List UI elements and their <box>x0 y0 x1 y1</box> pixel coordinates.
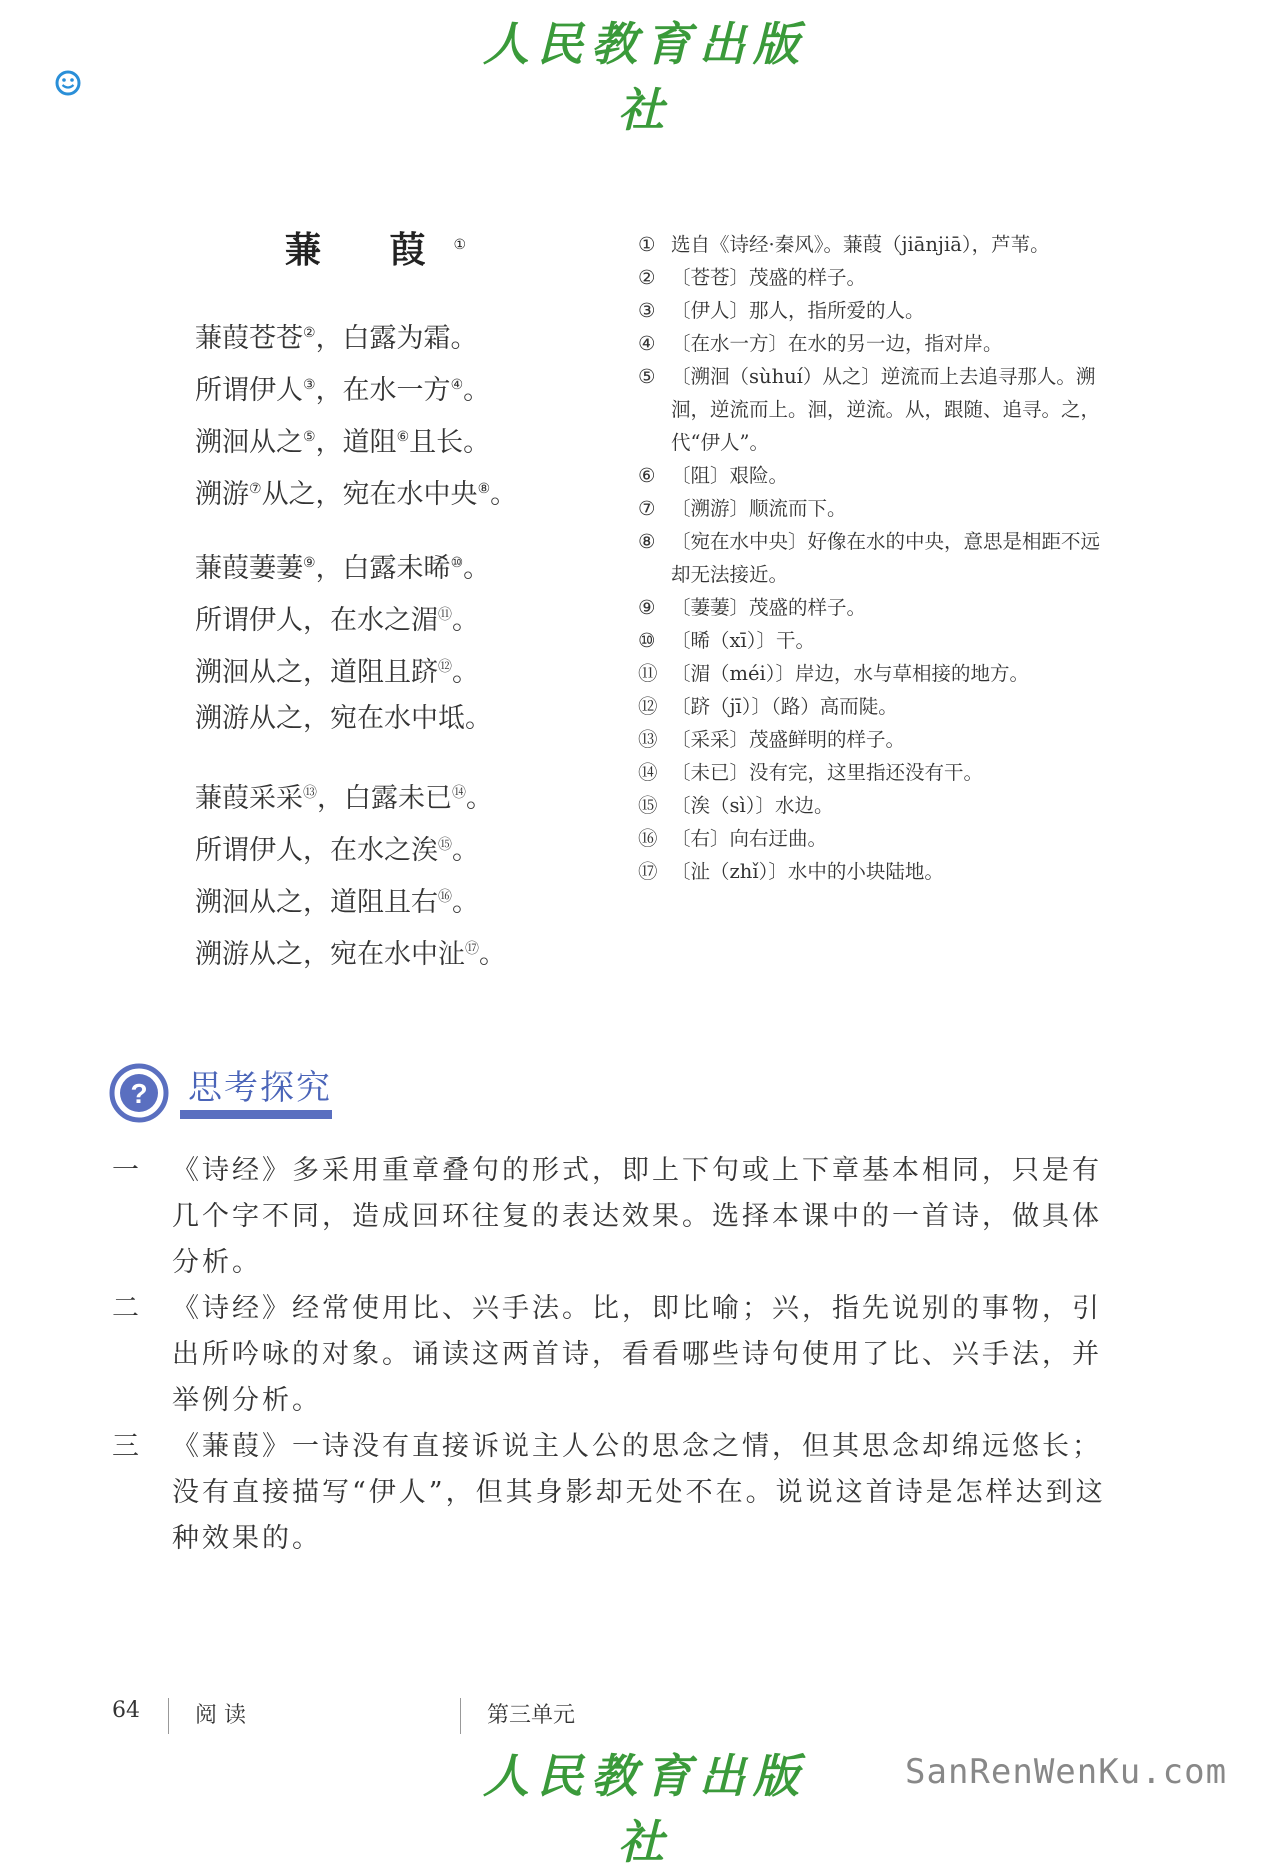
footnote-text: 〔沚（zhǐ）〕水中的小块陆地。 <box>671 860 944 883</box>
footnote-number: ⑤ <box>638 365 656 388</box>
footnote-text: 〔溯洄（sùhuí）从之〕逆流而上去追寻那人。溯洄，逆流而上。洄，逆流。从，跟随、追寻。之，代“伊人”。 <box>671 365 1101 454</box>
poem-text: 蒹葭萋萋 <box>195 553 303 584</box>
poem-line <box>195 644 492 696</box>
footnote-item <box>638 624 1118 657</box>
note-marker: ⑯ <box>438 889 452 905</box>
footnote-item <box>638 855 1118 888</box>
footnote-item <box>638 756 1118 789</box>
poem-stanza-1 <box>195 310 517 518</box>
footnote-number: ⑮ <box>638 794 658 817</box>
footnote-number: ⑯ <box>638 827 658 850</box>
footnote-item <box>638 690 1118 723</box>
footnote-text: 〔湄（méi）〕岸边，水与草相接的地方。 <box>671 662 1030 685</box>
note-marker: ④ <box>450 377 464 393</box>
poem-line <box>195 362 517 414</box>
section-title-underline <box>180 1110 332 1119</box>
footnote-number: ⑨ <box>638 596 656 619</box>
footnote-text: 〔苍苍〕茂盛的样子。 <box>671 266 867 289</box>
poem-text: 。 <box>452 657 479 688</box>
footer-unit: 第三单元 <box>487 1703 576 1728</box>
poem-line <box>195 310 517 362</box>
poem-line <box>195 466 517 518</box>
poem-text: ，白露为霜。 <box>315 323 478 354</box>
footnote-item <box>638 492 1118 525</box>
footnote-item <box>638 360 1118 459</box>
poem-text: ，白露未晞 <box>315 553 451 584</box>
page-number: 64 <box>112 1698 140 1723</box>
footnote-item <box>638 591 1118 624</box>
poem-text: 溯游从之，宛在水中坻。 <box>195 703 492 734</box>
footnote-number: ③ <box>638 299 656 322</box>
poem-text: 溯游从之，宛在水中沚 <box>195 939 465 970</box>
poem-line <box>195 822 506 874</box>
footnote-number: ⑰ <box>638 860 658 883</box>
footnote-item <box>638 657 1118 690</box>
question-item <box>112 1424 1112 1562</box>
note-marker: ③ <box>303 377 316 393</box>
question-number: 一 <box>112 1155 142 1186</box>
poem-text: 溯洄从之，道阻且右 <box>195 887 438 918</box>
footnote-text: 选自《诗经·秦风》。蒹葭（jiānjiā），芦苇。 <box>671 233 1050 256</box>
poem-stanza-3 <box>195 770 506 978</box>
poem-text: ，在水一方 <box>315 375 451 406</box>
smiley-icon <box>55 70 81 96</box>
poem-text: 。 <box>490 479 518 510</box>
footer-divider <box>460 1698 461 1734</box>
poem-line <box>195 874 506 926</box>
question-text: 《蒹葭》一诗没有直接诉说主人公的思念之情，但其思念却绵远悠长；没有直接描写“伊人”，但其身影却无处不在。说说这首诗是怎样达到这种效果的。 <box>172 1431 1106 1554</box>
question-item <box>112 1286 1112 1424</box>
poem-text: 溯洄从之 <box>195 427 303 458</box>
footnote-number: ⑦ <box>638 497 656 520</box>
poem-text: ，白露未已 <box>317 783 452 814</box>
footnote-text: 〔右〕向右迂曲。 <box>671 827 828 850</box>
note-marker: ⑥ <box>396 429 410 445</box>
footnote-text: 〔溯游〕顺流而下。 <box>671 497 847 520</box>
footnote-number: ⑫ <box>638 695 658 718</box>
footnote-text: 〔伊人〕那人，指所爱的人。 <box>671 299 925 322</box>
note-marker: ⑫ <box>438 659 452 675</box>
footnote-item <box>638 459 1118 492</box>
footnote-text: 〔萋萋〕茂盛的样子。 <box>671 596 867 619</box>
poem-text: 溯游 <box>195 479 249 510</box>
footnote-text: 〔晞（xī）〕干。 <box>671 629 815 652</box>
poem-text: 蒹葭苍苍 <box>195 323 303 354</box>
poem-text: 。 <box>452 835 479 866</box>
poem-title-note-marker: ① <box>453 237 467 253</box>
poem-line <box>195 696 492 742</box>
question-number: 三 <box>112 1431 142 1462</box>
footnote-number: ⑧ <box>638 530 656 553</box>
poem-line <box>195 592 492 644</box>
poem-text: 。 <box>463 553 491 584</box>
footnote-text: 〔跻（jī）〕（路）高而陡。 <box>671 695 898 718</box>
footer-divider <box>168 1698 169 1734</box>
footnote-text: 〔未已〕没有完，这里指还没有干。 <box>671 761 984 784</box>
footnote-number: ② <box>638 266 656 289</box>
note-marker: ⑧ <box>477 481 491 497</box>
footnotes-column <box>638 228 1118 888</box>
note-marker: ⑰ <box>465 941 479 957</box>
footnote-number: ⑬ <box>638 728 658 751</box>
question-icon <box>108 1062 170 1124</box>
poem-text: 从之，宛在水中央 <box>261 479 478 510</box>
poem-text: 。 <box>452 605 479 636</box>
note-marker: ⑭ <box>452 785 466 801</box>
poem-line <box>195 770 506 822</box>
note-marker: ⑮ <box>438 837 452 853</box>
svg-text:?: ? <box>130 1078 148 1109</box>
poem-text: 。 <box>479 939 506 970</box>
poem-text: 蒹葭采采 <box>195 783 303 814</box>
poem-text: 。 <box>463 375 491 406</box>
note-marker: ⑪ <box>438 607 452 623</box>
poem-text: 。 <box>466 783 493 814</box>
footnote-text: 〔阻〕艰险。 <box>671 464 789 487</box>
poem-text: 所谓伊人，在水之涘 <box>195 835 438 866</box>
footer-section: 阅 读 <box>195 1703 246 1728</box>
footnote-text: 〔宛在水中央〕好像在水的中央，意思是相距不远却无法接近。 <box>671 530 1101 586</box>
footnote-item <box>638 327 1118 360</box>
note-marker: ⑬ <box>303 785 317 801</box>
question-item <box>112 1148 1112 1286</box>
footnote-number: ⑭ <box>638 761 658 784</box>
poem-text: 且长。 <box>409 427 491 458</box>
footnote-text: 〔涘（sì）〕水边。 <box>671 794 834 817</box>
question-text: 《诗经》经常使用比、兴手法。比，即比喻；兴，指先说别的事物，引出所吟咏的对象。诵读这两首诗，看看哪些诗句使用了比、兴手法，并举例分析。 <box>172 1293 1102 1416</box>
poem-text: 所谓伊人 <box>195 375 303 406</box>
poem-line <box>195 414 517 466</box>
footnote-item <box>638 261 1118 294</box>
footnote-item <box>638 822 1118 855</box>
section-title-think: 思考探究 <box>188 1068 332 1108</box>
watermark: SanRenWenKu.com <box>905 1752 1228 1792</box>
poem-text: 所谓伊人，在水之湄 <box>195 605 438 636</box>
footnote-number: ⑥ <box>638 464 656 487</box>
note-marker: ⑦ <box>249 481 262 497</box>
footnote-item <box>638 525 1118 591</box>
poem-stanza-2 <box>195 540 492 742</box>
footnote-item <box>638 228 1118 261</box>
footnote-item <box>638 723 1118 756</box>
poem-text: ，道阻 <box>315 427 397 458</box>
questions-list <box>112 1148 1112 1562</box>
poem-line <box>195 540 492 592</box>
note-marker: ② <box>303 325 316 341</box>
footnote-number: ⑩ <box>638 629 656 652</box>
footnote-number: ⑪ <box>638 662 658 685</box>
poem-text: 。 <box>452 887 479 918</box>
footnote-text: 〔采采〕茂盛鲜明的样子。 <box>671 728 906 751</box>
footnote-item <box>638 789 1118 822</box>
footnote-number: ① <box>638 233 656 256</box>
publisher-logo-bottom: 人民教育出版社 <box>483 1749 807 1869</box>
question-text: 《诗经》多采用重章叠句的形式，即上下句或上下章基本相同，只是有几个字不同，造成回环往复的表达效果。选择本课中的一首诗，做具体分析。 <box>172 1155 1102 1278</box>
note-marker: ⑤ <box>303 429 316 445</box>
poem-line <box>195 926 506 978</box>
note-marker: ⑨ <box>303 555 316 571</box>
poem-title <box>285 222 466 273</box>
publisher-logo-top: 人民教育出版社 <box>483 17 807 137</box>
poem-title-text: 蒹 葭 <box>285 229 454 271</box>
footnote-text: 〔在水一方〕在水的另一边，指对岸。 <box>671 332 1003 355</box>
footnote-item <box>638 294 1118 327</box>
poem-text: 溯洄从之，道阻且跻 <box>195 657 438 688</box>
note-marker: ⑩ <box>450 555 464 571</box>
question-number: 二 <box>112 1293 142 1324</box>
footnote-number: ④ <box>638 332 656 355</box>
